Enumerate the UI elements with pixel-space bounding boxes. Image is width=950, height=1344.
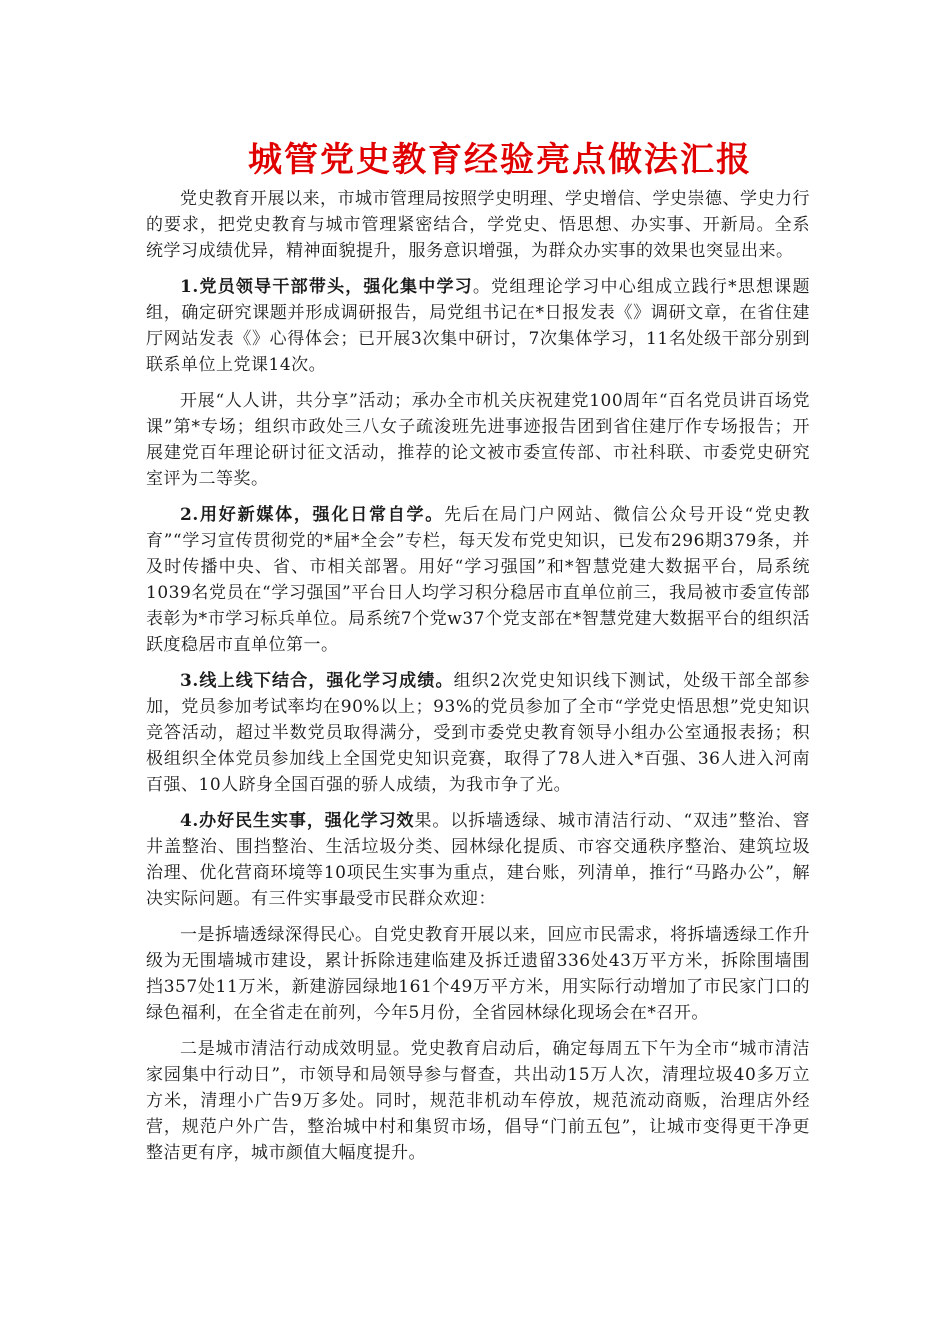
section-1-heading: 1.党员领导干部带头，强化集中学习: [180, 277, 473, 297]
paragraph-text: 。党组理论学习中心组成立践行*思想课题组，确定研究课题并形成调研报告，局党组书记在*日报发表《》调研文章，在省住建厅网站发表《》心得体会；已开展3次集中研讨，7次集体学习，11名处级干部分别到联系单位上党课14次。: [146, 277, 811, 375]
paragraph-text: 果。以拆墙透绿、城市清洁行动、“双违”整治、窨井盖整治、围挡整治、生活垃圾分类、园林绿化提质、市容交通秩序整治、建筑垃圾治理、优化营商环境等10项民生实事为重点，建台账，列清单，推行“马路办公”，解决实际问题。有三件实事最受市民群众欢迎：: [146, 811, 810, 909]
paragraph-text: 二是城市清洁行动成效明显。党史教育启动后，确定每周五下午为全市“城市清洁家园集中行动日”，市领导和局领导参与督查，共出动15万人次，清理垃圾40多万立方米，清理小广告9万多处。同时，规范非机动车停放，规范流动商贩，治理店外经营，规范户外广告，整治城中村和集贸市场，倡导“门前五包”，让城市变得更干净更整洁更有序，城市颜值大幅度提升。: [146, 1039, 810, 1163]
paragraph-text: 一是拆墙透绿深得民心。自党史教育开展以来，回应市民需求，将拆墙透绿工作升级为无围墙城市建设，累计拆除违建临建及拆迁遗留336处43万平方米，拆除围墙围挡357处11万米，新建游园绿地161个49万平方米，用实际行动增加了市民家门口的绿色福利，在全省走在前列，今年5月份，全省园林绿化现场会在*召开。: [146, 925, 810, 1023]
paragraph-item-2: [146, 1036, 810, 1166]
section-3-heading: 3.线上线下结合，强化学习成绩。: [180, 671, 454, 691]
paragraph-section-1-activities: [146, 388, 810, 492]
section-2-heading: 2.用好新媒体，强化日常自学。: [180, 505, 445, 525]
section-4-heading: 4.办好民生实事，强化学习效: [180, 811, 415, 831]
paragraph-intro: [146, 186, 810, 264]
document-body: [146, 186, 810, 1176]
paragraph-text: 组织2次党史知识线下测试，处级干部全部参加，党员参加考试率均在90%以上；93%的党员参加了全市“学党史悟思想”党史知识竞答活动，超过半数党员取得满分，受到市委党史教育领导小组办公室通报表扬；积极组织全体党员参加线上全国党史知识竞赛，取得了78人进入*百强、36人进入河南百强、10人跻身全国百强的骄人成绩，为我市争了光。: [146, 671, 810, 795]
paragraph-text: 先后在局门户网站、微信公众号开设“党史教育”“学习宣传贯彻党的*届*全会”专栏，每天发布党史知识，已发布296期379条，并及时传播中央、省、市相关部署。用好“学习强国”和*智慧党建大数据平台，局系统1039名党员在“学习强国”平台日人均学习积分稳居市直单位前三，我局被市委宣传部表彰为*市学习标兵单位。局系统7个党w37个党支部在*智慧党建大数据平台的组织活跃度稳居市直单位第一。: [146, 505, 810, 655]
paragraph-section-1: [146, 274, 810, 378]
document-title: 城管党史教育经验亮点做法汇报: [248, 140, 752, 180]
paragraph-item-1: [146, 922, 810, 1026]
paragraph-section-3: [146, 668, 810, 798]
paragraph-text: 党史教育开展以来，市城市管理局按照学史明理、学史增信、学史崇德、学史力行的要求，把党史教育与城市管理紧密结合，学党史、悟思想、办实事、开新局。全系统学习成绩优异，精神面貌提升，服务意识增强，为群众办实事的效果也突显出来。: [146, 189, 810, 261]
paragraph-section-4: [146, 808, 810, 912]
paragraph-text: 开展“人人讲，共分享”活动；承办全市机关庆祝建党100周年“百名党员讲百场党课”第*专场；组织市政处三八女子疏浚班先进事迹报告团到省住建厅作专场报告；开展建党百年理论研讨征文活动，推荐的论文被市委宣传部、市社科联、市委党史研究室评为二等奖。: [146, 391, 810, 489]
paragraph-section-2: [146, 502, 810, 658]
